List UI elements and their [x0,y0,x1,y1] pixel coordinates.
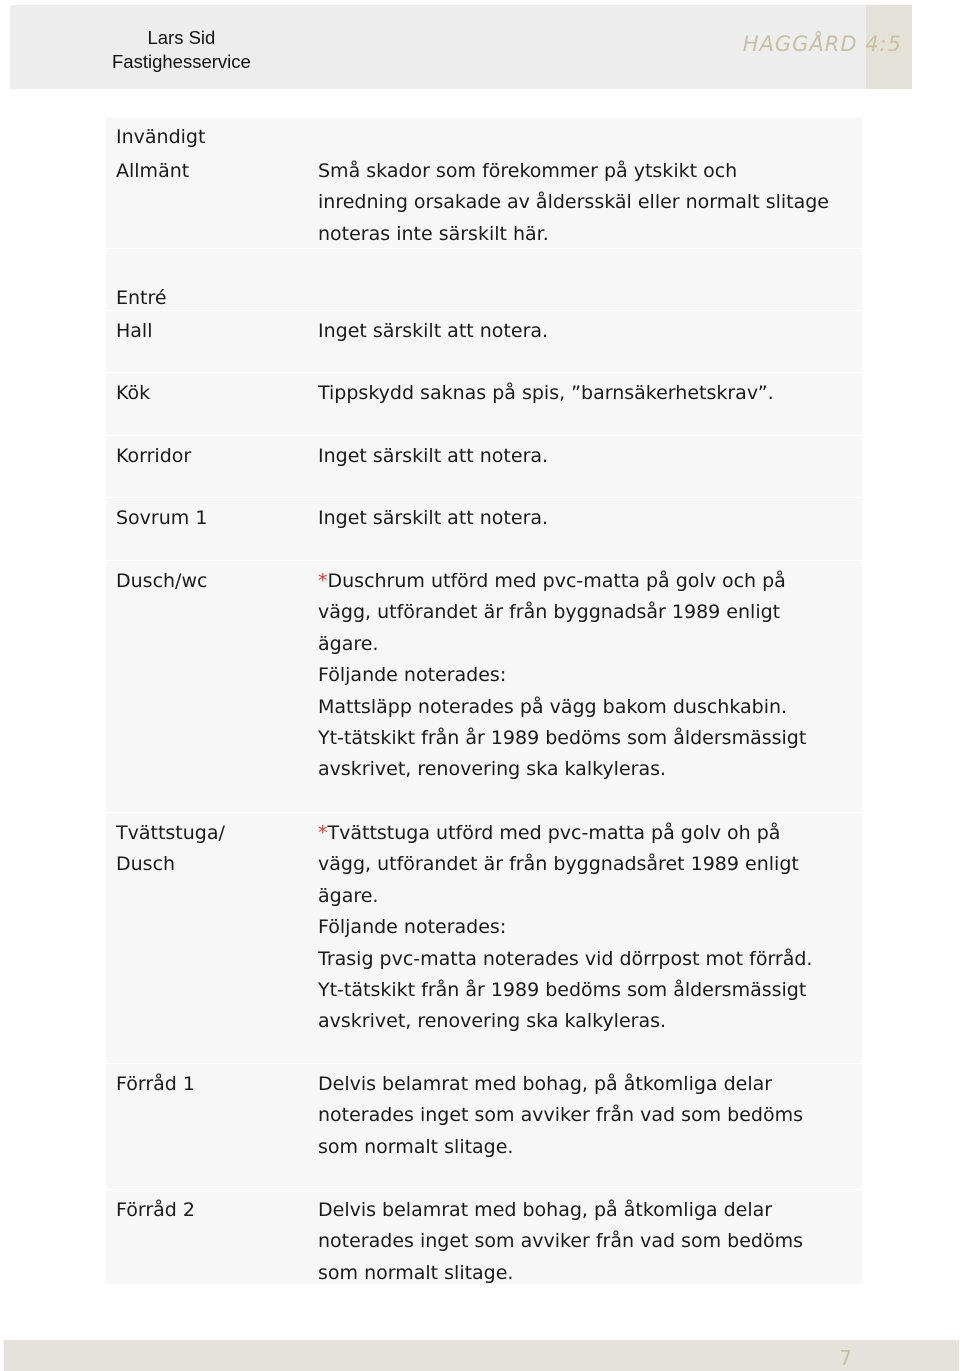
row-label-line: Dusch [116,853,176,875]
text-line: noterades inget som avviker från vad som bedöms [318,1104,803,1127]
row-text-forrad2 [318,1195,858,1289]
text-line: vägg, utförandet är från byggnadsår 1989 enligt [318,601,781,624]
row-text-kok [318,378,858,409]
table-row-tvattstuga [106,812,862,1064]
row-text-allmant [318,156,858,250]
text-line: Följande noterades: [318,664,507,687]
row-label-allmant: Allmänt [116,160,190,182]
company-name [112,26,251,74]
text-line: avskrivet, renovering ska kalkyleras. [318,1010,667,1033]
text-line: Inget särskilt att notera. [318,507,549,529]
table-row-forrad2 [106,1189,862,1285]
note-marker: * [318,570,328,592]
table-row-kok [106,372,862,436]
company-name-line2: Fastighesservice [112,51,251,72]
text-line: noterades inget som avviker från vad som bedöms [318,1230,803,1253]
text-line: inredning orsakade av åldersskäl eller normalt slitage [318,191,829,214]
row-label-dusch: Dusch/wc [116,570,208,592]
row-text-forrad1 [318,1069,858,1163]
text-line: Mattsläpp noterades på vägg bakom duschkabin. [318,695,788,718]
table-row-korridor [106,435,862,498]
note-marker: * [318,822,328,844]
table-row-allmant [106,156,862,248]
text-line: ägare. [318,632,379,655]
row-text-dusch [318,566,858,786]
text-line: *Tvättstuga utförd med pvc-matta på golv oh på [318,822,781,844]
group-row-entre [106,248,862,311]
inspection-table [106,118,862,1284]
text-line: noteras inte särskilt här. [318,222,549,245]
row-label-tvattstuga [116,818,225,880]
row-text-sovrum1 [318,503,858,534]
group-title: Entré [116,287,167,309]
text-line: vägg, utförandet är från byggnadsåret 1989 enligt [318,853,799,876]
row-label-line: Tvättstuga/ [116,822,225,844]
table-row-hall [106,310,862,373]
text-line: Trasig pvc-matta noterades vid dörrpost mot förråd. [318,947,813,970]
row-label-kok: Kök [116,382,151,404]
row-text-korridor [318,441,858,472]
text-line: Inget särskilt att notera. [318,320,549,342]
row-label-hall: Hall [116,320,153,342]
row-label-forrad1: Förråd 1 [116,1073,195,1095]
company-name-line1: Lars Sid [147,27,216,48]
row-text-tvattstuga [318,818,858,1038]
section-title: Invändigt [116,126,206,148]
text-line: avskrivet, renovering ska kalkyleras. [318,758,667,781]
text-line: Följande noterades: [318,916,507,939]
text-line: Yt-tätskikt från år 1989 bedöms som åldersmässigt [318,727,807,750]
text-line: som normalt slitage. [318,1261,514,1284]
table-row-forrad1 [106,1063,862,1190]
text-line: Små skador som förekommer på ytskikt och [318,160,738,182]
row-label-korridor: Korridor [116,445,192,467]
row-label-forrad2: Förråd 2 [116,1199,195,1221]
page-footer [4,1340,959,1371]
table-row-dusch [106,560,862,813]
text-line: *Duschrum utförd med pvc-matta på golv och på [318,570,786,592]
text-line: Tippskydd saknas på spis, ”barnsäkerhetskrav”. [318,382,774,404]
text-line: Yt-tätskikt från år 1989 bedöms som åldersmässigt [318,979,807,1002]
text-line: Inget särskilt att notera. [318,445,549,467]
table-row-sovrum1 [106,497,862,561]
row-text-hall [318,316,858,347]
page-number: 7 [839,1346,852,1370]
text-line: Delvis belamrat med bohag, på åtkomliga delar [318,1073,773,1095]
row-label-sovrum1: Sovrum 1 [116,507,208,529]
document-title: HAGGÅRD 4:5 [742,32,902,56]
text-line: som normalt slitage. [318,1135,514,1158]
text-line: ägare. [318,884,379,907]
text-line: Delvis belamrat med bohag, på åtkomliga delar [318,1199,773,1221]
